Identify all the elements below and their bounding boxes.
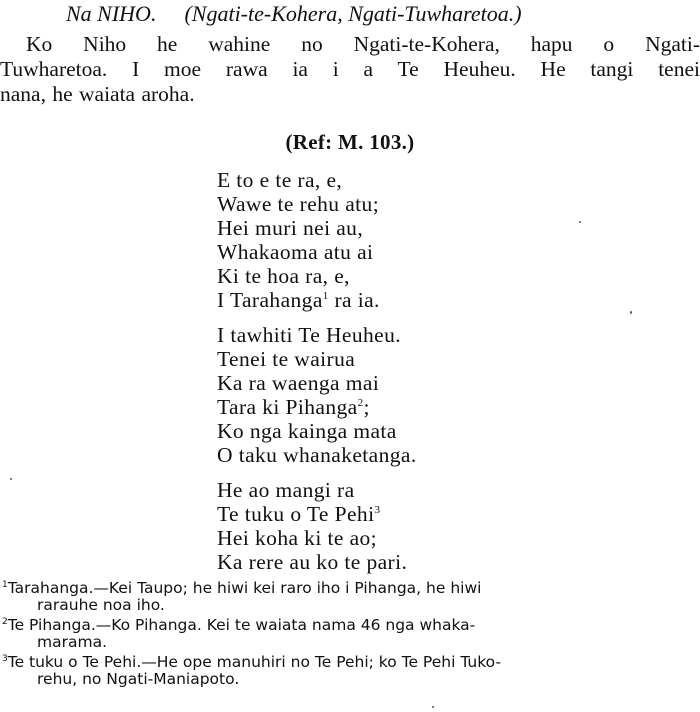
poem-line-text: Wawe te rehu atu;	[217, 192, 380, 216]
poem-line	[217, 478, 417, 502]
poem-line-text: Hei muri nei au,	[217, 216, 364, 240]
poem-line-text: Ki te hoa ra, e,	[217, 264, 350, 288]
intro-paragraph	[0, 32, 700, 107]
poem-line-text: Te tuku o Te Pehi	[217, 502, 375, 526]
footnote	[0, 654, 700, 688]
poem-line-text: E to e te ra, e,	[217, 168, 343, 192]
print-speck	[432, 706, 434, 708]
poem-line	[217, 240, 417, 264]
song-name: Na NIHO.	[66, 1, 157, 26]
poem-line	[217, 288, 417, 312]
print-speck	[10, 478, 12, 480]
reference-label: (Ref: M. 103.)	[285, 130, 415, 154]
poem-line	[217, 192, 417, 216]
song-tribes: (Ngati-te-Kohera, Ngati-Tuwharetoa.)	[184, 1, 522, 26]
poem-line	[217, 443, 417, 467]
song-title	[66, 0, 522, 28]
poem	[217, 168, 417, 585]
poem-line	[217, 371, 417, 395]
poem-line-text: Ka ra waenga mai	[217, 371, 380, 395]
print-speck	[579, 221, 581, 223]
poem-line	[217, 419, 417, 443]
poem-line	[217, 395, 417, 419]
footnote-reference: 1	[322, 290, 329, 302]
poem-stanza	[217, 168, 417, 312]
footnote-continuation: rehu, no Ngati-Maniapoto.	[37, 670, 240, 688]
footnote-text: Te Pihanga.—Ko Pihanga. Kei te waiata nama 46 nga whaka-	[7, 617, 476, 634]
intro-line-1: Ko Niho he wahine no Ngati-te-Kohera, hapu o Ngati-	[26, 32, 700, 56]
poem-line	[217, 502, 417, 526]
poem-line-text: Ko nga kainga mata	[217, 419, 397, 443]
print-speck	[630, 311, 632, 314]
footnote-reference: 2	[357, 397, 364, 409]
footnote-reference: 3	[374, 504, 381, 516]
poem-line	[217, 216, 417, 240]
footnote-mark: 2	[2, 617, 8, 627]
poem-line	[217, 264, 417, 288]
footnote-continuation: marama.	[37, 633, 107, 651]
poem-line-text: Tara ki Pihanga	[217, 395, 358, 419]
footnote-first-line	[0, 580, 700, 597]
poem-line	[217, 168, 417, 192]
footnote-text: Tarahanga.—Kei Taupo; he hiwi kei raro iho i Pihanga, he hiwi	[7, 580, 482, 597]
poem-line-text: Tenei te wairua	[217, 347, 356, 371]
poem-line-text: Ka rere au ko te pari.	[217, 550, 408, 574]
footnote-first-line	[0, 654, 700, 671]
footnote	[0, 617, 700, 651]
footnote-text: Te tuku o Te Pehi.—He ope manuhiri no Te Pehi; ko Te Pehi Tuko-	[7, 654, 502, 671]
poem-line-text: Hei koha ki te ao;	[217, 526, 378, 550]
poem-line-tail: ra ia.	[328, 288, 380, 312]
poem-line-text: O taku whanaketanga.	[217, 443, 417, 467]
poem-line-tail: ;	[363, 395, 370, 419]
footnote-mark: 1	[2, 580, 8, 590]
footnote-continuation: rarauhe noa iho.	[37, 596, 165, 614]
poem-stanza	[217, 323, 417, 467]
poem-line-text: I tawhiti Te Heuheu.	[217, 323, 402, 347]
poem-line	[217, 323, 417, 347]
poem-line	[217, 526, 417, 550]
intro-line-3: nana, he waiata aroha.	[0, 82, 195, 106]
poem-stanza	[217, 478, 417, 574]
poem-line	[217, 550, 417, 574]
poem-line-text: Whakaoma atu ai	[217, 240, 374, 264]
poem-line-text: He ao mangi ra	[217, 478, 355, 502]
footnote-first-line	[0, 617, 700, 634]
footnotes	[0, 580, 700, 691]
intro-line-2: Tuwharetoa. I moe rawa ia i a Te Heuheu. He tangi tenei	[0, 57, 700, 81]
poem-line-text: I Tarahanga	[217, 288, 323, 312]
poem-line	[217, 347, 417, 371]
footnote	[0, 580, 700, 614]
footnote-mark: 3	[2, 654, 8, 664]
